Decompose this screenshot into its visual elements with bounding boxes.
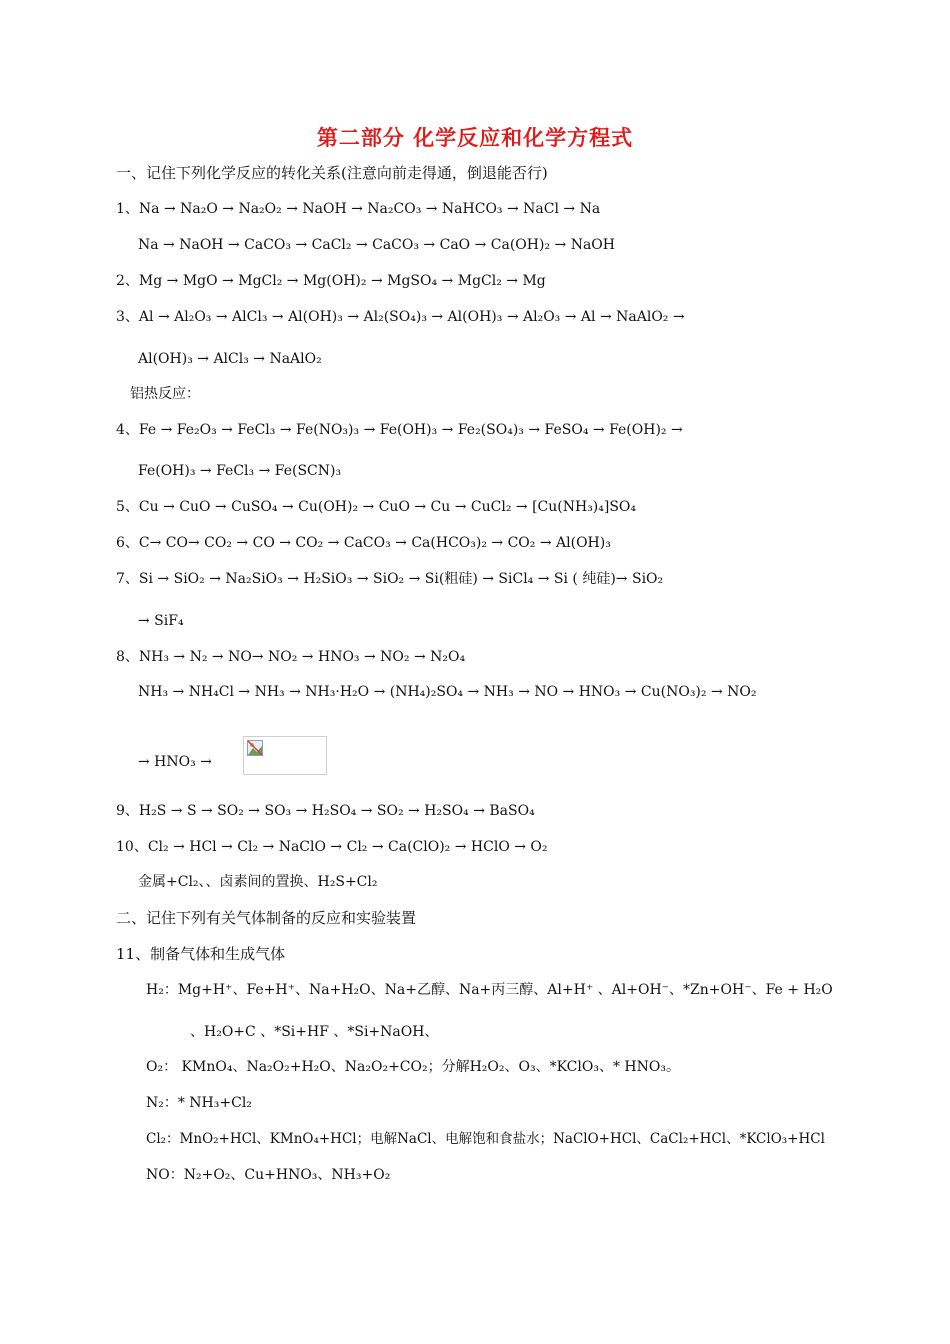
page-title: 第二部分 化学反应和化学方程式 bbox=[316, 126, 634, 150]
image-placeholder bbox=[243, 736, 327, 775]
reaction-line-9: 9、H₂S → S → SO₂ → SO₃ → H₂SO₄ → SO₂ → H₂SO₄ → BaSO₄ bbox=[116, 803, 535, 819]
reaction-line-1b: Na → NaOH → CaCO₃ → CaCl₂ → CaCO₃ → CaO → Ca(OH)₂ → NaOH bbox=[138, 237, 615, 253]
reaction-line-4: 4、Fe → Fe₂O₃ → FeCl₃ → Fe(NO₃)₃ → Fe(OH)₃ → Fe₂(SO₄)₃ → FeSO₄ → Fe(OH)₂ → bbox=[116, 422, 683, 438]
reaction-line-2: 2、Mg → MgO → MgCl₂ → Mg(OH)₂ → MgSO₄ → MgCl₂ → Mg bbox=[116, 273, 546, 289]
reaction-line-8: 8、NH₃ → N₂ → NO→ NO₂ → HNO₃ → NO₂ → N₂O₄ bbox=[116, 649, 466, 665]
reaction-line-8c: → HNO₃ → bbox=[138, 754, 212, 770]
item-11-heading: 11、制备气体和生成气体 bbox=[116, 945, 286, 963]
reaction-line-3: 3、Al → Al₂O₃ → AlCl₃ → Al(OH)₃ → Al₂(SO₄)₃ → Al(OH)₃ → Al₂O₃ → Al → NaAlO₂ → bbox=[116, 309, 685, 325]
gas-no-line: NO：N₂+O₂、Cu+HNO₃、NH₃+O₂ bbox=[146, 1167, 391, 1183]
reaction-line-8b: NH₃ → NH₄Cl → NH₃ → NH₃·H₂O → (NH₄)₂SO₄ → NH₃ → NO → HNO₃ → Cu(NO₃)₂ → NO₂ bbox=[138, 684, 757, 700]
gas-o2-line: O₂： KMnO₄、Na₂O₂+H₂O、Na₂O₂+CO₂；分解H₂O₂、O₃、*KClO₃、* HNO₃。 bbox=[146, 1059, 680, 1075]
broken-image-icon bbox=[247, 740, 263, 756]
gas-h2-line-cont: 、H₂O+C 、*Si+HF 、*Si+NaOH、 bbox=[190, 1024, 439, 1040]
reaction-line-4b: Fe(OH)₃ → FeCl₃ → Fe(SCN)₃ bbox=[138, 463, 342, 479]
reaction-line-5: 5、Cu → CuO → CuSO₄ → Cu(OH)₂ → CuO → Cu → CuCl₂ → [Cu(NH₃)₄]SO₄ bbox=[116, 499, 637, 515]
reaction-line-7b: → SiF₄ bbox=[138, 613, 184, 629]
reaction-line-10: 10、Cl₂ → HCl → Cl₂ → NaClO → Cl₂ → Ca(ClO)₂ → HClO → O₂ bbox=[116, 839, 548, 855]
thermite-label: 铝热反应： bbox=[130, 386, 200, 402]
gas-n2-line: N₂：* NH₃+Cl₂ bbox=[146, 1095, 252, 1111]
reaction-line-6: 6、C→ CO→ CO₂ → CO → CO₂ → CaCO₃ → Ca(HCO₃)₂ → CO₂ → Al(OH)₃ bbox=[116, 535, 611, 551]
reaction-line-10b: 金属+Cl₂、、卤素间的置换、H₂S+Cl₂ bbox=[138, 874, 378, 890]
section-heading-1: 一、记住下列化学反应的转化关系(注意向前走得通，倒退能否行) bbox=[116, 164, 548, 182]
reaction-line-1: 1、Na → Na₂O → Na₂O₂ → NaOH → Na₂CO₃ → NaHCO₃ → NaCl → Na bbox=[116, 201, 601, 217]
reaction-line-7: 7、Si → SiO₂ → Na₂SiO₃ → H₂SiO₃ → SiO₂ → Si(粗硅) → SiCl₄ → Si ( 纯硅)→ SiO₂ bbox=[116, 571, 664, 587]
gas-h2-line: H₂：Mg+H⁺、Fe+H⁺、Na+H₂O、Na+乙醇、Na+丙三醇、Al+H⁺ 、Al+OH⁻、*Zn+OH⁻、Fe + H₂O bbox=[146, 982, 833, 998]
section-heading-2: 二、记住下列有关气体制备的反应和实验装置 bbox=[116, 909, 417, 927]
reaction-line-3b: Al(OH)₃ → AlCl₃ → NaAlO₂ bbox=[138, 351, 322, 367]
gas-cl2-line: Cl₂：MnO₂+HCl、KMnO₄+HCl；电解NaCl、电解饱和食盐水；NaClO+HCl、CaCl₂+HCl、*KClO₃+HCl bbox=[146, 1131, 825, 1147]
